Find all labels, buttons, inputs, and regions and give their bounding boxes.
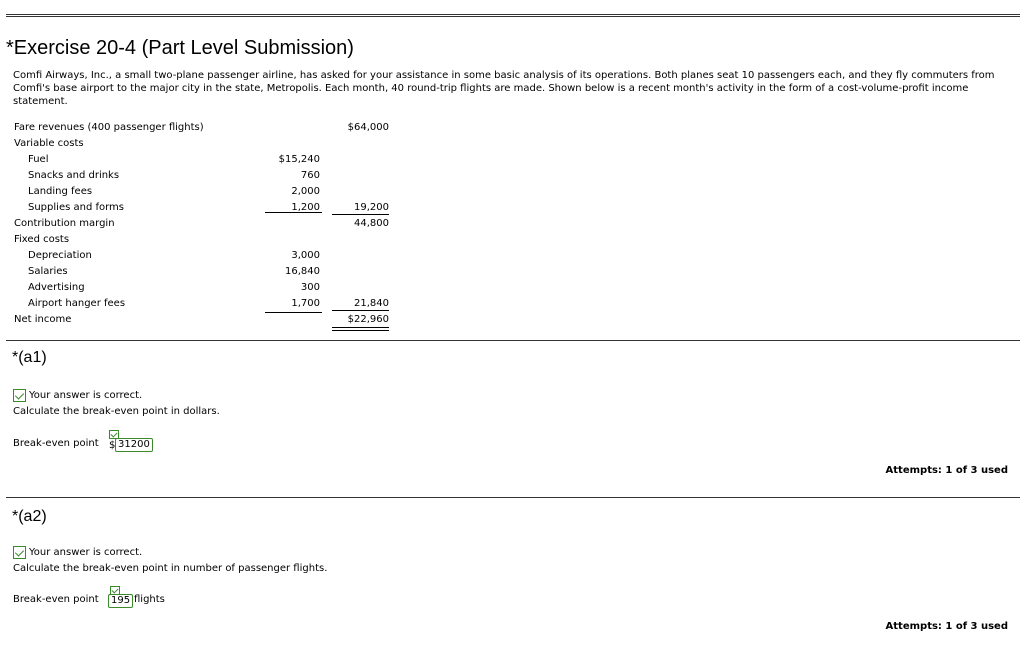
check-icon — [13, 546, 26, 559]
exercise-title: *Exercise 20-4 (Part Level Submission) — [6, 37, 354, 59]
underline — [332, 214, 389, 215]
part-a2-title: *(a2) — [12, 508, 47, 525]
row-salaries: Salaries 16,840 — [28, 266, 320, 277]
part-a2-answer-row — [13, 586, 233, 612]
double-underline — [332, 327, 389, 331]
row-fare-revenues: Fare revenues (400 passenger flights) $64,000 — [14, 122, 389, 133]
row-fuel: Fuel $15,240 — [28, 154, 320, 165]
break-even-flights-input[interactable]: 195 — [108, 594, 133, 608]
row-net-income: Net income $22,960 — [14, 312, 394, 328]
exercise-intro: Comfi Airways, Inc., a small two-plane passenger airline, has asked for your assistance in some basic analysis of its operations. Both planes seat 10 passengers each, and they fly commuters from Comfi's base airport to the major city in the state, Metropolis. Each month, 40 round-trip flights are made. Shown below is a recent month's activity in the form of a cost-volume-profit income statement. — [13, 70, 995, 107]
underline — [265, 212, 322, 213]
section-rule — [6, 340, 1020, 341]
attempts-counter: Attempts: 1 of 3 used — [885, 621, 1008, 632]
row-supplies: Supplies and forms 1,200 19,200 — [28, 202, 389, 213]
answer-label: Break-even point — [13, 594, 99, 605]
attempts-counter: Attempts: 1 of 3 used — [885, 465, 1008, 476]
answer-label: Break-even point — [13, 438, 99, 449]
part-a1-answer-row — [13, 430, 213, 456]
row-landing-fees: Landing fees 2,000 — [28, 186, 320, 197]
row-advertising: Advertising 300 — [28, 282, 320, 293]
row-snacks: Snacks and drinks 760 — [28, 170, 320, 181]
section-rule — [6, 497, 1020, 498]
row-depreciation: Depreciation 3,000 — [28, 250, 320, 261]
part-a1-title: *(a1) — [12, 349, 47, 366]
row-variable-costs: Variable costs — [14, 138, 84, 149]
row-hanger-fees: Airport hanger fees 1,700 21,840 — [28, 298, 389, 309]
income-statement — [14, 120, 394, 328]
check-icon — [13, 389, 26, 402]
underline — [265, 312, 322, 313]
unit-label: flights — [134, 594, 165, 605]
part-a2-prompt: Calculate the break-even point in number of passenger flights. — [13, 563, 328, 574]
correct-feedback: Your answer is correct. — [13, 546, 142, 559]
header-rule — [6, 14, 1020, 17]
correct-feedback: Your answer is correct. — [13, 389, 142, 402]
row-contribution-margin: Contribution margin 44,800 — [14, 218, 389, 229]
part-a1-prompt: Calculate the break-even point in dollars. — [13, 406, 220, 417]
row-fixed-costs: Fixed costs — [14, 234, 70, 245]
currency-symbol: $ — [109, 440, 116, 451]
underline — [332, 310, 389, 311]
break-even-dollars-input[interactable]: 31200 — [115, 438, 153, 452]
